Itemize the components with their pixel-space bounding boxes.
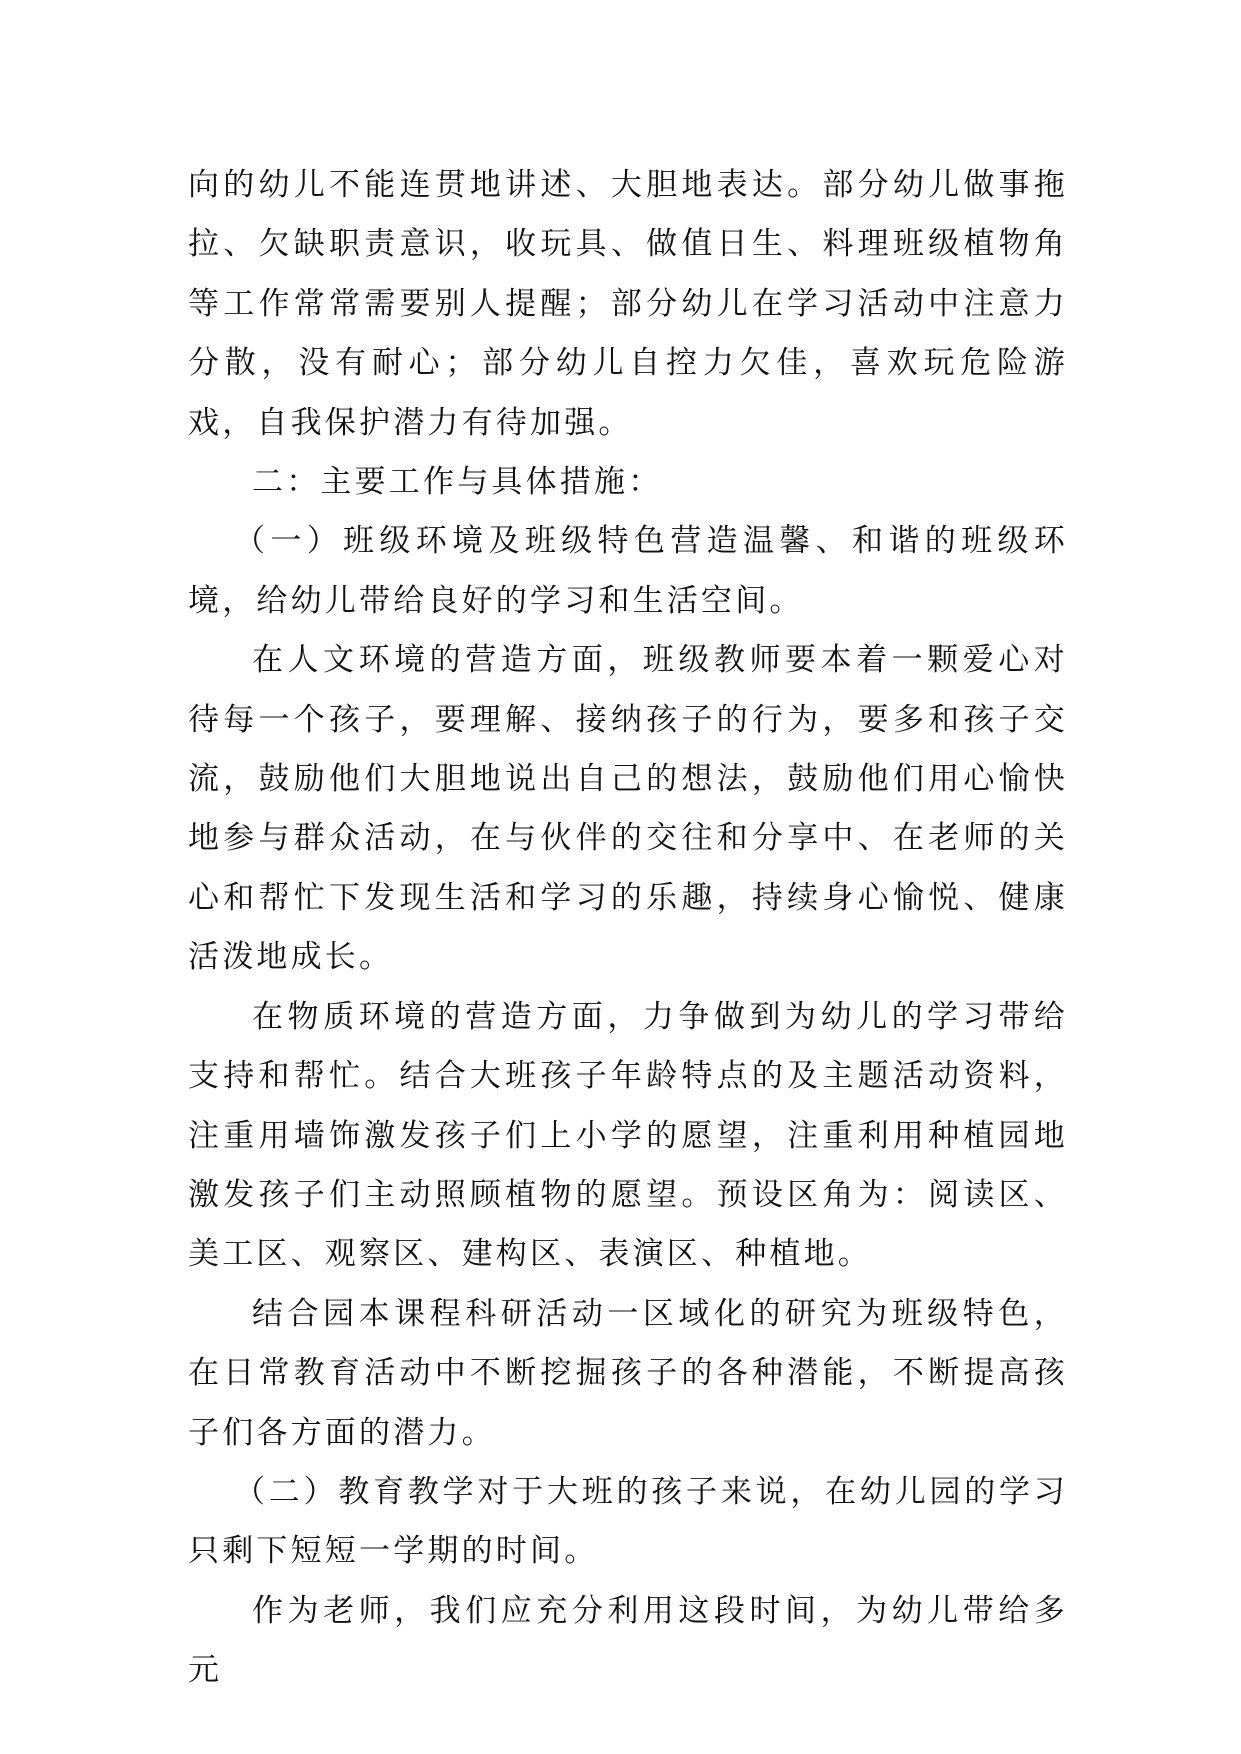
section-heading-2: 二：主要工作与具体措施： bbox=[252, 464, 663, 501]
paragraph-material-environment: 在物质环境的营造方面，力争做到为幼儿的学习带给支持和帮忙。结合大班孩子年龄特点的及主题活动资料，注重用墙饰激发孩子们上小学的愿望，注重利用种植园地激发孩子们主动照顾植物的愿望。预设区角为：阅读区、美工区、观察区、建构区、表演区、种植地。 bbox=[188, 998, 1068, 1273]
paragraph-teacher-role: 作为老师，我们应充分利用这段时间，为幼儿带给多元 bbox=[188, 1592, 1068, 1689]
paragraph-humanistic-environment: 在人文环境的营造方面，班级教师要本着一颗爱心对待每一个孩子，要理解、接纳孩子的行为，要多和孩子交流，鼓励他们大胆地说出自己的想法，鼓励他们用心愉快地参与群众活动，在与伙伴的交往和分享中、在老师的关心和帮忙下发现生活和学习的乐趣，持续身心愉悦、健康活泼地成长。 bbox=[188, 642, 1068, 976]
paragraph-continued: 向的幼儿不能连贯地讲述、大胆地表达。部分幼儿做事拖拉、欠缺职责意识，收玩具、做值日生、料理班级植物角等工作常常需要别人提醒；部分幼儿在学习活动中注意力分散，没有耐心；部分幼儿自控力欠佳，喜欢玩危险游戏，自我保护潜力有待加强。 bbox=[188, 167, 1068, 441]
paragraph-class-feature: 结合园本课程科研活动一区域化的研究为班级特色，在日常教育活动中不断挖掘孩子的各种潜能，不断提高孩子们各方面的潜力。 bbox=[188, 1295, 1068, 1451]
document-body bbox=[188, 156, 1068, 1701]
subsection-heading-1: （一）班级环境及班级特色营造温馨、和谐的班级环境，给幼儿带给良好的学习和生活空间。 bbox=[188, 523, 1068, 619]
subsection-heading-2: （二）教育教学对于大班的孩子来说，在幼儿园的学习只剩下短短一学期的时间。 bbox=[188, 1473, 1068, 1570]
